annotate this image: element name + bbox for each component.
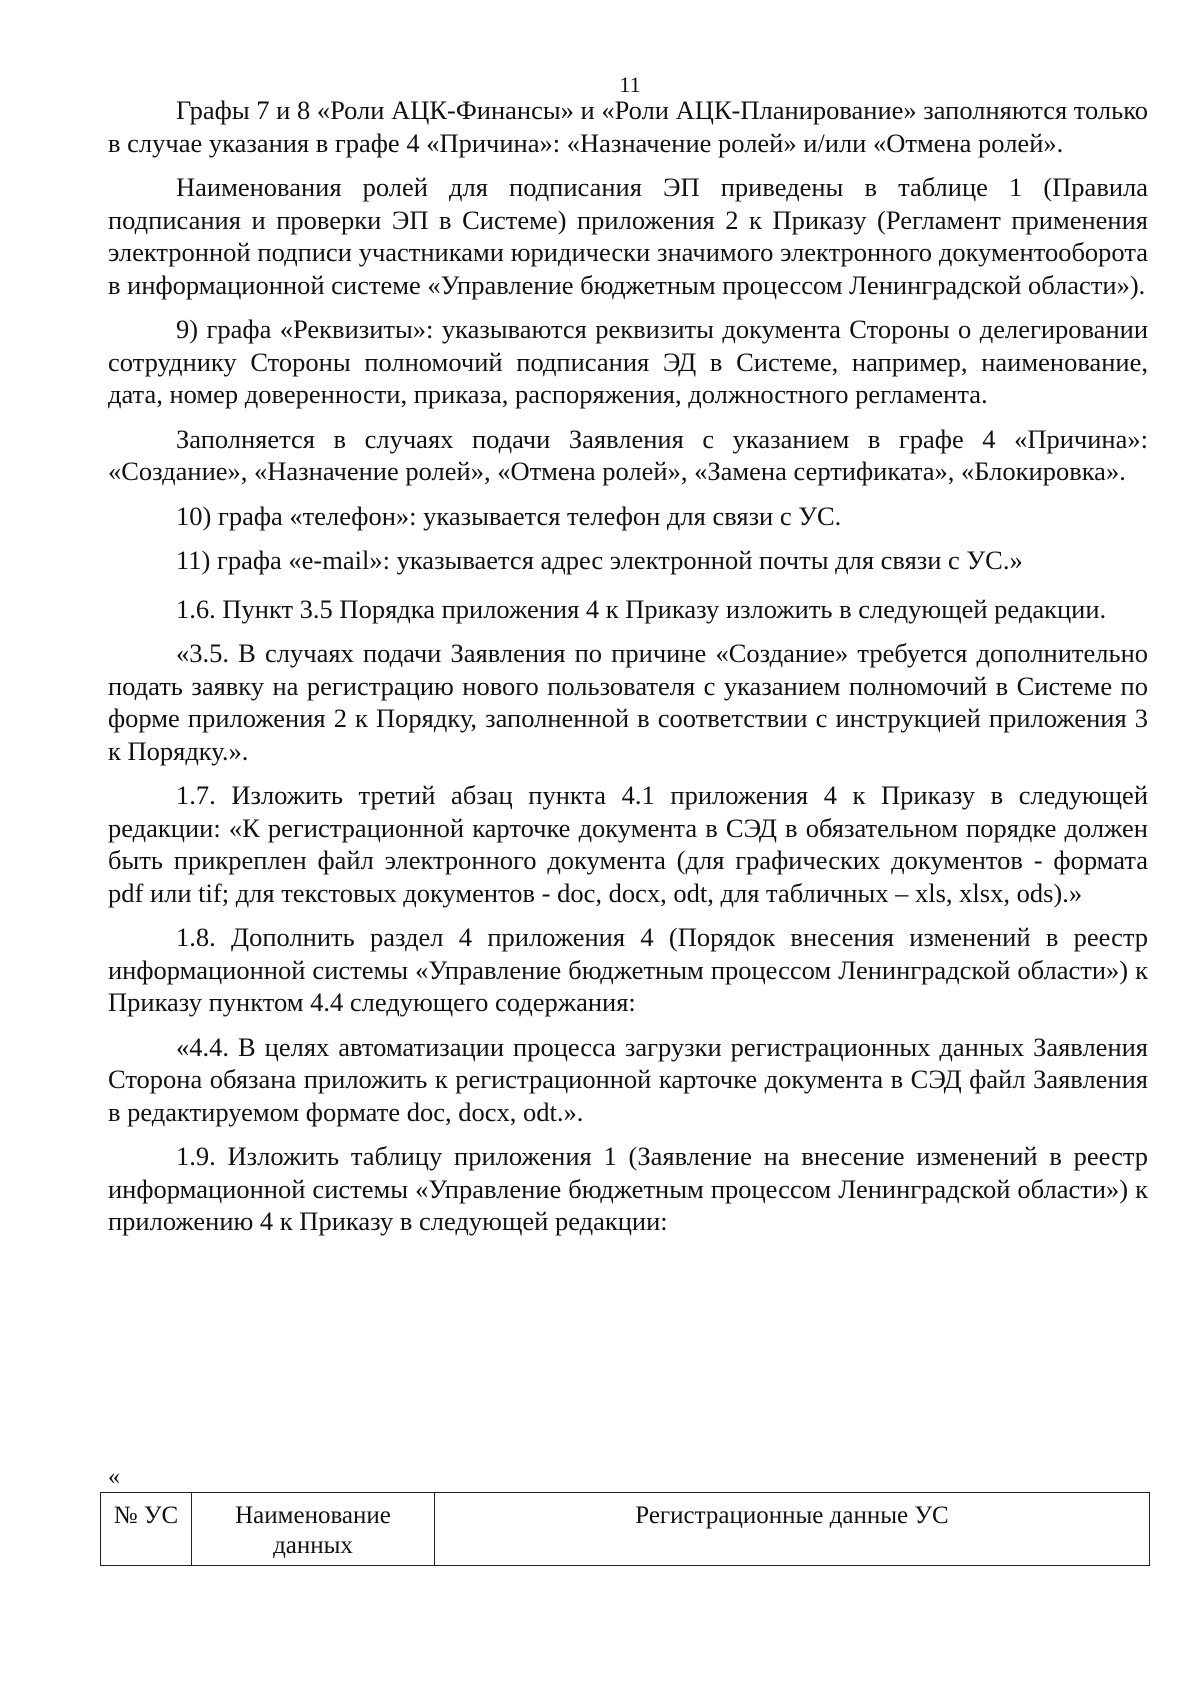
paragraph-email: 11) графа «e-mail»: указывается адрес электронной почты для связи с УС.» bbox=[176, 545, 1023, 575]
paragraph-1-7: 1.7. Изложить третий абзац пункта 4.1 приложения 4 к Приказу в следующей редакции: «К регистрационной карточке документа в СЭД в обязательном порядке должен быть прикреплен файл электронного документа (для графических документов - формата pdf или tif; для текстовых документов - doc, docx, odt, для табличных – xls, xlsx, ods).» bbox=[108, 780, 1148, 908]
paragraph-1-8: 1.8. Дополнить раздел 4 приложения 4 (Порядок внесения изменений в реестр информационной системы «Управление бюджетным процессом Ленинградской области») к Приказу пунктом 4.4 следующего содержания: bbox=[108, 922, 1148, 1017]
paragraph-1-9: 1.9. Изложить таблицу приложения 1 (Заявление на внесение изменений в реестр информационной системы «Управление бюджетным процессом Ленинградской области») к приложению 4 к Приказу в следующей редакции: bbox=[108, 1141, 1148, 1236]
paragraph-3-5: «3.5. В случаях подачи Заявления по причине «Создание» требуется дополнительно подать заявку на регистрацию нового пользователя с указанием полномочий в Системе по форме приложения 2 к Порядку, заполненной в соответствии с инструкцией приложения 3 к Порядку.». bbox=[108, 638, 1148, 766]
table-header-row bbox=[101, 1493, 1150, 1566]
paragraph-columns-7-8: Графы 7 и 8 «Роли АЦК-Финансы» и «Роли АЦК-Планирование» заполняются только в случае указания в графе 4 «Причина»: «Назначение ролей» и/или «Отмена ролей». bbox=[108, 95, 1148, 158]
document-body bbox=[108, 94, 1148, 1238]
paragraph-4-4: «4.4. В целях автоматизации процесса загрузки регистрационных данных Заявления Сторона обязана приложить к регистрационной карточке документа в СЭД файл Заявления в редактируемом формате doc, docx, odt.». bbox=[108, 1031, 1148, 1127]
paragraph-phone: 10) графа «телефон»: указывается телефон для связи с УС. bbox=[176, 500, 842, 531]
page-number: 11 bbox=[619, 72, 641, 97]
paragraph-filled-when: Заполняется в случаях подачи Заявления с указанием в графе 4 «Причина»: «Создание», «Назначение ролей», «Отмена ролей», «Замена сертификата», «Блокировка». bbox=[108, 423, 1148, 486]
header-cell-data-name: Наименование данных bbox=[192, 1493, 435, 1566]
paragraph-requisites: 9) графа «Реквизиты»: указываются реквизиты документа Стороны о делегировании сотруднику Стороны полномочий подписания ЭД в Системе, например, наименование, дата, номер доверенности, приказа, распоряжения, должностного регламента. bbox=[108, 314, 1148, 409]
paragraph-role-names: Наименования ролей для подписания ЭП приведены в таблице 1 (Правила подписания и проверки ЭП в Системе) приложения 2 к Приказу (Регламент применения электронной подписи участниками юридически значимого электронного документооборота в информационной системе «Управление бюджетным процессом Ленинградской области»). bbox=[108, 172, 1148, 300]
table-open-quote: « bbox=[108, 1464, 120, 1490]
paragraph-1-6: 1.6. Пункт 3.5 Порядка приложения 4 к Приказу изложить в следующей редакции. bbox=[176, 593, 1107, 624]
header-cell-registration-data: Регистрационные данные УС bbox=[435, 1493, 1150, 1566]
header-cell-number: № УС bbox=[101, 1493, 192, 1566]
registration-table bbox=[100, 1492, 1150, 1566]
